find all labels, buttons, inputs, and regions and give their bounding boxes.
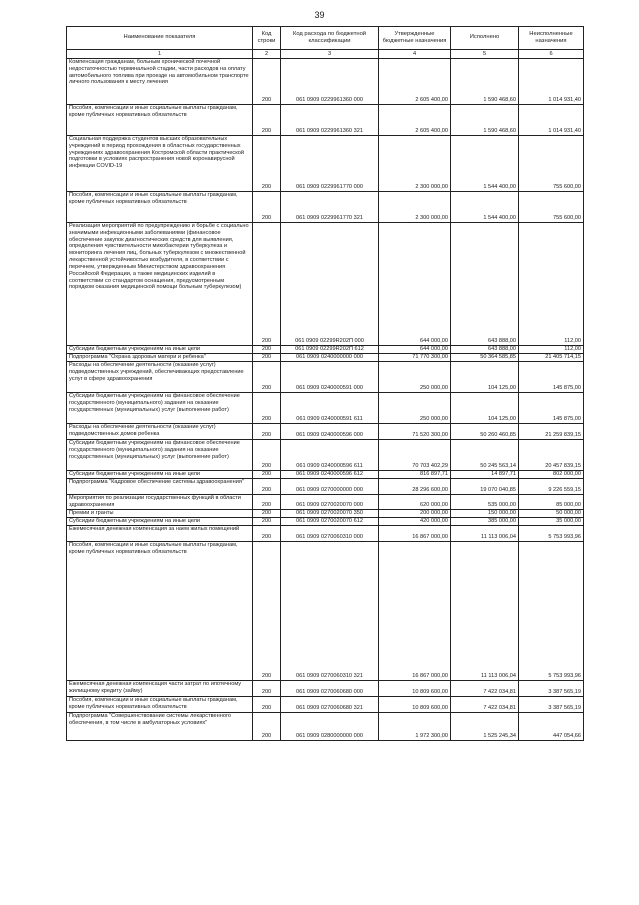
row-kbk: 061 0909 0270060310 321: [281, 542, 379, 681]
row-name: Мероприятия по реализации государственных функций в области здравоохранения: [67, 495, 253, 510]
row-unexecuted: 5 753 993,96: [519, 526, 584, 542]
row-name: Расходы на обеспечение деятельности (оказание услуг) подведомственных учреждений, обеспечивающих предоставление услуг в сфере здравоохранения: [67, 362, 253, 393]
row-approved: 250 000,00: [379, 362, 451, 393]
row-unexecuted: 50 000,00: [519, 510, 584, 518]
table-row: [67, 192, 584, 223]
row-unexecuted: 35 000,00: [519, 518, 584, 526]
table-row: [67, 136, 584, 192]
table-row: [67, 713, 584, 741]
row-unexecuted: 802 000,00: [519, 471, 584, 479]
row-approved: 10 809 600,00: [379, 681, 451, 697]
row-code: 200: [253, 136, 281, 192]
row-unexecuted: 20 457 839,15: [519, 440, 584, 471]
row-unexecuted: 447 054,66: [519, 713, 584, 741]
row-executed: 7 422 034,81: [451, 697, 519, 713]
row-executed: 104 125,00: [451, 393, 519, 424]
row-code: 200: [253, 59, 281, 105]
row-code: 200: [253, 223, 281, 346]
row-code: 200: [253, 542, 281, 681]
row-name: Ежемесячная денежная компенсация части затрат по ипотечному жилищному кредиту (займу): [67, 681, 253, 697]
row-approved: 250 000,00: [379, 393, 451, 424]
row-executed: 1 544 400,00: [451, 192, 519, 223]
row-name: Пособия, компенсации и иные социальные выплаты гражданам, кроме публичных нормативных обязательств: [67, 192, 253, 223]
row-executed: 643 888,00: [451, 223, 519, 346]
table-row: [67, 346, 584, 354]
row-kbk: 061 0909 0240000591 000: [281, 362, 379, 393]
row-name: Субсидии бюджетным учреждениям на иные цели: [67, 471, 253, 479]
row-executed: 1 525 245,34: [451, 713, 519, 741]
row-kbk: 061 0909 0270020070 350: [281, 510, 379, 518]
row-unexecuted: 145 875,00: [519, 362, 584, 393]
row-unexecuted: 755 600,00: [519, 136, 584, 192]
row-unexecuted: 1 014 931,40: [519, 59, 584, 105]
row-kbk: 061 0909 0240000596 611: [281, 440, 379, 471]
row-name: Ежемесячная денежная компенсация за наем жилых помещений: [67, 526, 253, 542]
row-name: Премии и гранты: [67, 510, 253, 518]
row-approved: 16 867 000,00: [379, 542, 451, 681]
row-executed: 1 544 400,00: [451, 136, 519, 192]
row-approved: 1 972 300,00: [379, 713, 451, 741]
column-number: 2: [253, 50, 281, 59]
row-name: Субсидии бюджетным учреждениям на иные цели: [67, 346, 253, 354]
row-unexecuted: 3 387 565,19: [519, 681, 584, 697]
row-name: Подпрограмма "Совершенствование системы лекарственного обеспечения, в том числе в амбулаторных условиях": [67, 713, 253, 741]
row-approved: 16 867 000,00: [379, 526, 451, 542]
row-unexecuted: 145 875,00: [519, 393, 584, 424]
row-executed: 535 000,00: [451, 495, 519, 510]
row-unexecuted: 21 259 839,15: [519, 424, 584, 440]
row-name: Реализация мероприятий по предупреждению и борьбе с социально значимыми инфекционными заболеваниями (финансовое обеспечение закупок диагностических средств для выявления, определения чувствительности микобактерии туберкулеза и мониторинга лечения лиц, больных туберкулезом с множественной лекарственной устойчивостью возбудителя, в соответствии с перечнем, утвержденным Министерством здравоохранения Российской Федерации, а также медицинских изделий в соответствии со стандартом оснащения, предусмотренным порядком оказания медицинской помощи больным туберкулезом): [67, 223, 253, 346]
row-code: 200: [253, 424, 281, 440]
table-row: [67, 440, 584, 471]
row-unexecuted: 755 600,00: [519, 192, 584, 223]
table-row: [67, 542, 584, 681]
header-approved: Утвержденные бюджетные назначения: [379, 27, 451, 50]
table-row: [67, 479, 584, 495]
row-executed: 1 590 468,60: [451, 105, 519, 136]
table-row: [67, 362, 584, 393]
row-name: Пособия, компенсации и иные социальные выплаты гражданам, кроме публичных нормативных обязательств: [67, 697, 253, 713]
row-code: 200: [253, 495, 281, 510]
row-executed: 50 260 460,85: [451, 424, 519, 440]
row-code: 200: [253, 354, 281, 362]
page-number: 39: [314, 10, 325, 20]
row-name: Подпрограмма "Кадровое обеспечение системы здравоохранения": [67, 479, 253, 495]
row-code: 200: [253, 105, 281, 136]
row-code: 200: [253, 479, 281, 495]
row-kbk: 061 0909 02299R202П 612: [281, 346, 379, 354]
row-approved: 200 000,00: [379, 510, 451, 518]
table-row: [67, 526, 584, 542]
table-row: [67, 681, 584, 697]
row-code: 200: [253, 681, 281, 697]
table-row: [67, 354, 584, 362]
row-name: Компенсация гражданам, больным хронической почечной недостаточностью терминальной стадии, части расходов на оплату автомобильного топлива при проезде на автомобильном транспорте личного пользования к месту лечения: [67, 59, 253, 105]
row-code: 200: [253, 393, 281, 424]
row-unexecuted: 1 014 931,40: [519, 105, 584, 136]
table-row: [67, 510, 584, 518]
row-unexecuted: 85 000,00: [519, 495, 584, 510]
row-kbk: 061 0909 0270020070 612: [281, 518, 379, 526]
row-approved: 2 300 000,00: [379, 192, 451, 223]
header-code: Код строки: [253, 27, 281, 50]
row-name: Подпрограмма "Охрана здоровья матери и ребенка": [67, 354, 253, 362]
table-row: [67, 697, 584, 713]
budget-execution-table: [66, 26, 584, 741]
row-approved: 644 000,00: [379, 223, 451, 346]
row-code: 200: [253, 346, 281, 354]
row-executed: 11 113 006,04: [451, 542, 519, 681]
header-executed: Исполнено: [451, 27, 519, 50]
row-unexecuted: 112,00: [519, 223, 584, 346]
row-kbk: 061 0909 0270060310 000: [281, 526, 379, 542]
row-name: Субсидии бюджетным учреждениям на финансовое обеспечение государственного (муниципального) задания на оказание государственных (муниципальных) услуг (выполнение работ): [67, 440, 253, 471]
table-header-row: [67, 27, 584, 50]
row-approved: 2 605 400,00: [379, 105, 451, 136]
table-row: [67, 59, 584, 105]
row-executed: 19 070 040,85: [451, 479, 519, 495]
row-executed: 104 125,00: [451, 362, 519, 393]
row-code: 200: [253, 518, 281, 526]
row-name: Пособия, компенсации и иные социальные выплаты гражданам, кроме публичных нормативных обязательств: [67, 105, 253, 136]
row-kbk: 061 0909 0229961360 000: [281, 59, 379, 105]
row-code: 200: [253, 713, 281, 741]
row-code: 200: [253, 440, 281, 471]
row-approved: 10 809 600,00: [379, 697, 451, 713]
row-executed: 150 000,00: [451, 510, 519, 518]
row-kbk: 061 0909 0240000591 611: [281, 393, 379, 424]
row-unexecuted: 112,00: [519, 346, 584, 354]
row-unexecuted: 5 753 993,96: [519, 542, 584, 681]
row-kbk: 061 0909 0240000596 000: [281, 424, 379, 440]
row-approved: 2 300 000,00: [379, 136, 451, 192]
row-executed: 50 245 563,14: [451, 440, 519, 471]
row-unexecuted: 9 226 559,15: [519, 479, 584, 495]
row-kbk: 061 0909 0229961360 321: [281, 105, 379, 136]
column-number: 1: [67, 50, 253, 59]
header-name: Наименование показателя: [67, 27, 253, 50]
row-kbk: 061 0909 0280000000 000: [281, 713, 379, 741]
row-kbk: 061 0909 0270060680 000: [281, 681, 379, 697]
row-kbk: 061 0909 0270020070 000: [281, 495, 379, 510]
row-kbk: 061 0909 0270000000 000: [281, 479, 379, 495]
table-row: [67, 393, 584, 424]
row-approved: 644 000,00: [379, 346, 451, 354]
table-row: [67, 518, 584, 526]
row-approved: 816 897,71: [379, 471, 451, 479]
row-executed: 7 422 034,81: [451, 681, 519, 697]
row-approved: 70 703 402,29: [379, 440, 451, 471]
header-kbk: Код расхода по бюджетной классификации: [281, 27, 379, 50]
row-executed: 643 888,00: [451, 346, 519, 354]
row-executed: 14 897,71: [451, 471, 519, 479]
row-executed: 385 000,00: [451, 518, 519, 526]
row-code: 200: [253, 526, 281, 542]
row-approved: 2 605 400,00: [379, 59, 451, 105]
row-name: Субсидии бюджетным учреждениям на иные цели: [67, 518, 253, 526]
row-kbk: 061 0909 0229961770 321: [281, 192, 379, 223]
table-row: [67, 471, 584, 479]
column-number: 5: [451, 50, 519, 59]
table-row: [67, 495, 584, 510]
column-number: 4: [379, 50, 451, 59]
row-unexecuted: 3 387 565,19: [519, 697, 584, 713]
row-kbk: 061 0909 0240000000 000: [281, 354, 379, 362]
row-kbk: 061 0909 02299R202П 000: [281, 223, 379, 346]
row-kbk: 061 0909 0240000596 612: [281, 471, 379, 479]
row-name: Субсидии бюджетным учреждениям на финансовое обеспечение государственного (муниципального) задания на оказание государственных (муниципальных) услуг (выполнение работ): [67, 393, 253, 424]
row-name: Пособия, компенсации и иные социальные выплаты гражданам, кроме публичных нормативных обязательств: [67, 542, 253, 681]
row-executed: 11 113 006,04: [451, 526, 519, 542]
row-code: 200: [253, 510, 281, 518]
row-kbk: 061 0909 0229961770 000: [281, 136, 379, 192]
table-row: [67, 105, 584, 136]
table-row: [67, 424, 584, 440]
row-code: 200: [253, 697, 281, 713]
row-code: 200: [253, 362, 281, 393]
row-name: Расходы на обеспечение деятельности (оказание услуг) подведомственных домов ребенка: [67, 424, 253, 440]
table-row: [67, 223, 584, 346]
row-approved: 71 520 300,00: [379, 424, 451, 440]
column-number: 3: [281, 50, 379, 59]
row-executed: 1 590 468,60: [451, 59, 519, 105]
row-approved: 420 000,00: [379, 518, 451, 526]
column-number: 6: [519, 50, 584, 59]
row-name: Социальная поддержка студентов высших образовательных учреждений в период прохождения в областных государственных учреждениях здравоохранения Костромской области практической подготовки в условиях распространения новой коронавирусной инфекции COVID-19: [67, 136, 253, 192]
row-approved: 28 296 600,00: [379, 479, 451, 495]
column-numbers-row: [67, 50, 584, 59]
row-code: 200: [253, 471, 281, 479]
row-kbk: 061 0909 0270060680 321: [281, 697, 379, 713]
row-unexecuted: 21 405 714,15: [519, 354, 584, 362]
row-approved: 71 770 300,00: [379, 354, 451, 362]
row-approved: 620 000,00: [379, 495, 451, 510]
header-unexecuted: Неисполненные назначения: [519, 27, 584, 50]
row-executed: 50 364 585,85: [451, 354, 519, 362]
row-code: 200: [253, 192, 281, 223]
